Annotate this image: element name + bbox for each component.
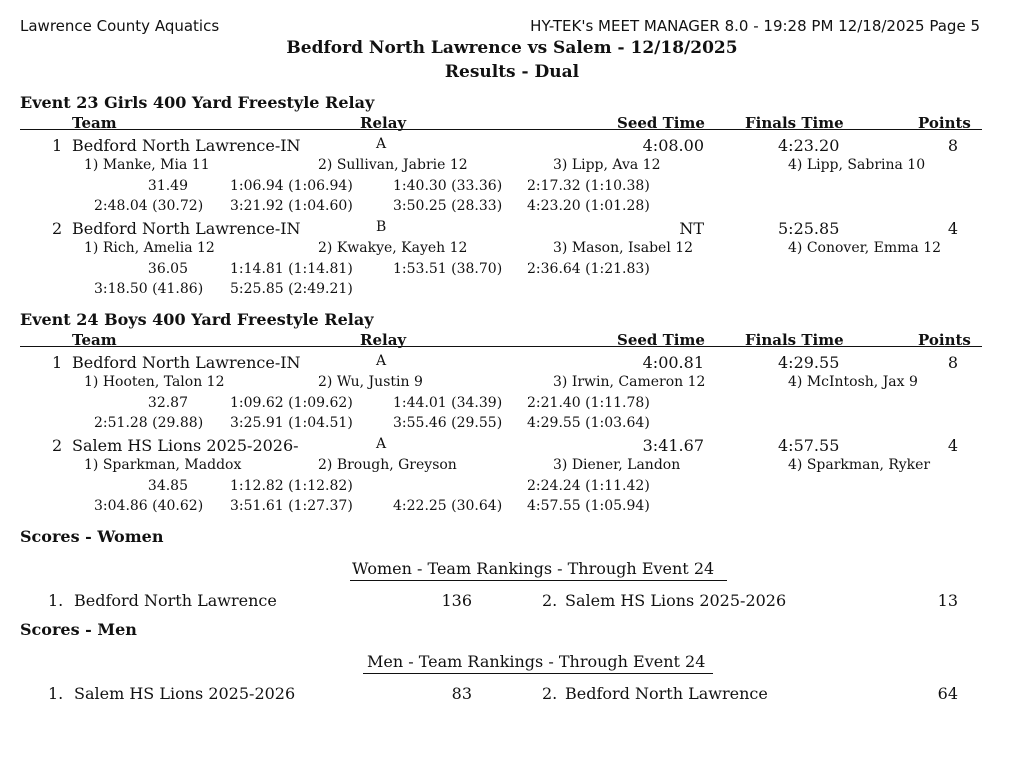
split: 1:09.62 (1:09.62)	[230, 395, 353, 411]
split: 4:57.55 (1:05.94)	[527, 498, 650, 514]
split: 2:21.40 (1:11.78)	[527, 395, 650, 411]
points: 8	[947, 136, 958, 155]
split: 3:21.92 (1:04.60)	[230, 198, 353, 214]
swimmer: 4) Lipp, Sabrina 10	[788, 157, 926, 173]
finals-time: 4:23.20	[778, 136, 840, 155]
seed-time: 4:08.00	[642, 136, 704, 155]
col-points: Points	[918, 114, 971, 132]
split: 32.87	[147, 395, 188, 411]
split: 36.05	[147, 261, 188, 277]
split: 4:22.25 (30.64)	[393, 498, 503, 514]
team-name: Bedford North Lawrence-IN	[72, 136, 301, 155]
split: 31.49	[147, 178, 188, 194]
team-score: 64	[937, 684, 958, 703]
col-team: Team	[72, 114, 117, 132]
split: 1:44.01 (34.39)	[393, 395, 503, 411]
finals-time: 4:57.55	[778, 436, 840, 455]
scores-heading: Scores - Men	[20, 620, 137, 639]
team-name: Salem HS Lions 2025-2026	[565, 591, 787, 610]
split: 1:14.81 (1:14.81)	[230, 261, 353, 277]
split: 3:04.86 (40.62)	[94, 498, 204, 514]
team-name: Salem HS Lions 2025-2026-	[72, 436, 299, 455]
scores-heading: Scores - Women	[20, 527, 164, 546]
org-name: Lawrence County Aquatics	[20, 17, 220, 35]
split: 34.85	[147, 478, 188, 494]
points: 4	[947, 219, 958, 238]
event-title: Event 24 Boys 400 Yard Freestyle Relay	[20, 310, 374, 329]
swimmer: 3) Diener, Landon	[553, 457, 681, 473]
rankings-underline	[350, 580, 727, 581]
rankings-underline	[363, 673, 713, 674]
col-finals-time: Finals Time	[745, 331, 844, 349]
team-name: Bedford North Lawrence	[74, 591, 277, 610]
seed-time: 3:41.67	[642, 436, 704, 455]
team-score: 13	[937, 591, 958, 610]
swimmer: 2) Sullivan, Jabrie 12	[318, 157, 468, 173]
col-relay: Relay	[360, 114, 407, 132]
split: 1:40.30 (33.36)	[393, 178, 503, 194]
split: 1:12.82 (1:12.82)	[230, 478, 353, 494]
split: 3:55.46 (29.55)	[393, 415, 503, 431]
swimmer: 3) Lipp, Ava 12	[553, 157, 661, 173]
seed-time: 4:00.81	[642, 353, 704, 372]
split: 2:51.28 (29.88)	[94, 415, 204, 431]
finals-time: 4:29.55	[778, 353, 840, 372]
split: 5:25.85 (2:49.21)	[230, 281, 353, 297]
seed-time: NT	[679, 219, 704, 238]
relay-letter: A	[376, 436, 387, 452]
swimmer: 4) Sparkman, Ryker	[788, 457, 931, 473]
relay-letter: A	[376, 353, 387, 369]
col-points: Points	[918, 331, 971, 349]
team-name: Bedford North Lawrence	[565, 684, 768, 703]
split: 2:17.32 (1:10.38)	[527, 178, 650, 194]
swimmer: 3) Irwin, Cameron 12	[553, 374, 706, 390]
col-seed-time: Seed Time	[617, 331, 705, 349]
finals-time: 5:25.85	[778, 219, 840, 238]
swimmer: 1) Manke, Mia 11	[84, 157, 210, 173]
place: 2	[52, 436, 63, 455]
swimmer: 2) Wu, Justin 9	[318, 374, 423, 390]
split: 2:48.04 (30.72)	[94, 198, 204, 214]
rank: 1.	[48, 684, 64, 703]
split: 3:51.61 (1:27.37)	[230, 498, 353, 514]
rank: 2.	[542, 684, 558, 703]
team-name: Bedford North Lawrence-IN	[72, 353, 301, 372]
split: 3:25.91 (1:04.51)	[230, 415, 353, 431]
place: 1	[52, 136, 63, 155]
swimmer: 2) Kwakye, Kayeh 12	[318, 240, 468, 256]
col-relay: Relay	[360, 331, 407, 349]
place: 2	[52, 219, 63, 238]
column-rule	[20, 346, 982, 347]
split: 3:18.50 (41.86)	[94, 281, 204, 297]
col-seed-time: Seed Time	[617, 114, 705, 132]
place: 1	[52, 353, 63, 372]
split: 1:53.51 (38.70)	[393, 261, 503, 277]
split: 3:50.25 (28.33)	[393, 198, 503, 214]
rank: 1.	[48, 591, 64, 610]
col-team: Team	[72, 331, 117, 349]
split: 4:29.55 (1:03.64)	[527, 415, 650, 431]
event-title: Event 23 Girls 400 Yard Freestyle Relay	[20, 93, 375, 112]
relay-letter: B	[376, 219, 387, 235]
relay-letter: A	[376, 136, 387, 152]
team-score: 83	[451, 684, 472, 703]
swimmer: 1) Rich, Amelia 12	[84, 240, 215, 256]
points: 8	[947, 353, 958, 372]
rankings-title: Women - Team Rankings - Through Event 24	[352, 559, 715, 578]
swimmer: 4) Conover, Emma 12	[788, 240, 942, 256]
split: 4:23.20 (1:01.28)	[527, 198, 650, 214]
split: 2:36.64 (1:21.83)	[527, 261, 650, 277]
swimmer: 4) McIntosh, Jax 9	[788, 374, 918, 390]
rankings-title: Men - Team Rankings - Through Event 24	[367, 652, 706, 671]
column-rule	[20, 129, 982, 130]
swimmer: 1) Hooten, Talon 12	[84, 374, 225, 390]
team-name: Salem HS Lions 2025-2026	[74, 684, 296, 703]
split: 1:06.94 (1:06.94)	[230, 178, 353, 194]
col-finals-time: Finals Time	[745, 114, 844, 132]
points: 4	[947, 436, 958, 455]
software-info: HY-TEK's MEET MANAGER 8.0 - 19:28 PM 12/18/2025 Page 5	[530, 17, 980, 35]
swimmer: 1) Sparkman, Maddox	[84, 457, 242, 473]
rank: 2.	[542, 591, 558, 610]
team-score: 136	[441, 591, 472, 610]
swimmer: 3) Mason, Isabel 12	[553, 240, 694, 256]
results-subtitle: Results - Dual	[444, 62, 580, 82]
team-name: Bedford North Lawrence-IN	[72, 219, 301, 238]
swimmer: 2) Brough, Greyson	[318, 457, 457, 473]
split: 2:24.24 (1:11.42)	[527, 478, 650, 494]
meet-title: Bedford North Lawrence vs Salem - 12/18/2025	[286, 38, 738, 58]
